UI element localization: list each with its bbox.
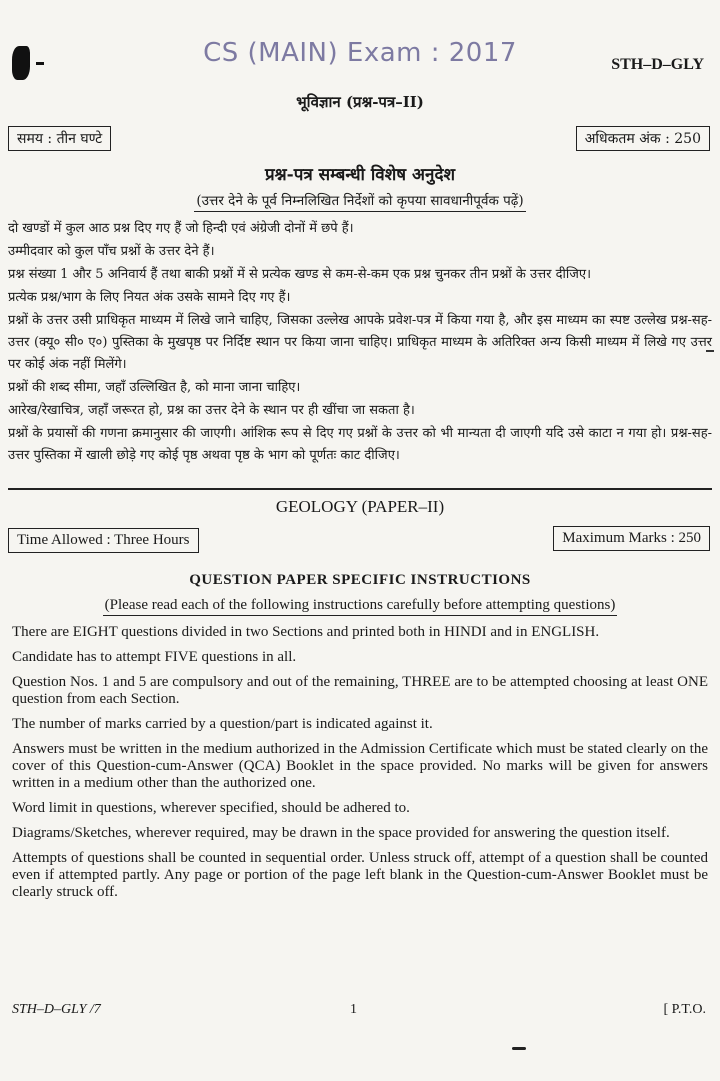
english-instruction-item: There are EIGHT questions divided in two Sections and printed both in HINDI and in ENGLISH. — [12, 624, 600, 640]
hindi-instruction-item: उम्मीदवार को कुल पाँच प्रश्नों के उत्तर देने हैं। — [8, 244, 215, 259]
hindi-instruction-item: प्रत्येक प्रश्न/भाग के लिए नियत अंक उसके सामने दिए गए हैं। — [8, 290, 291, 305]
ink-speck — [512, 1047, 526, 1050]
english-instruction-item: The number of marks carried by a question/part is indicated against it. — [12, 716, 433, 732]
footer-pto: [ P.T.O. — [663, 1002, 706, 1017]
hindi-instruction-item: दो खण्डों में कुल आठ प्रश्न दिए गए हैं जो हिन्दी एवं अंग्रेजी दोनों में छपे हैं। — [8, 221, 354, 236]
hindi-paper-title: भूविज्ञान (प्रश्न-पत्र–II) — [296, 93, 424, 111]
hindi-instruction-item: आरेख/रेखाचित्र, जहाँ जरूरत हो, प्रश्न का उत्तर देने के स्थान पर ही खींचा जा सकता है। — [8, 403, 415, 418]
hindi-marks-box: अधिकतम अंक : 250 — [576, 126, 710, 151]
hindi-instruction-item: प्रश्नों के प्रयासों की गणना क्रमानुसार की जाएगी। आंशिक रूप से दिए गए प्रश्नों के उत्तर को भी मान्यता दी जाएगी यदि उसे काटा न गया हो। प्रश्न-सह-उत्तर पुस्तिका में खाली छोड़े गए कोई पृष्ठ अथवा पृष्ठ के भाग को पूर्णतः काट दीजिए। — [8, 426, 712, 463]
english-instructions-subheading: (Please read each of the following instructions carefully before attempting questions) — [0, 597, 720, 614]
hindi-instructions-subheading: (उत्तर देने के पूर्व निम्नलिखित निर्देशों को कृपया सावधानीपूर्वक पढ़ें) — [0, 191, 720, 209]
hindi-instruction-item: प्रश्नों के उत्तर उसी प्राधिकृत माध्यम में लिखे जाने चाहिए, जिसका उल्लेख आपके प्रवेश-पत्र में किया गया है, और इस माध्यम का स्पष्ट उल्लेख प्रश्न-सह-उत्तर (क्यू० सी० ए०) पुस्तिका के मुखपृष्ठ पर निर्दिष्ट स्थान पर किया जाना चाहिए। प्राधिकृत माध्यम के अतिरिक्त अन्य किसी माध्यम में लिखे गए उत्तर पर कोई अंक नहीं मिलेंगे। — [8, 313, 712, 372]
exam-stamp: CS (MAIN) Exam : 2017 — [203, 38, 517, 68]
english-marks-box: Maximum Marks : 250 — [553, 526, 710, 551]
english-instruction-item: Question Nos. 1 and 5 are compulsory and out of the remaining, THREE are to be attempted choosing at least ONE question from each Section. — [12, 674, 708, 707]
english-instruction-item: Attempts of questions shall be counted in sequential order. Unless struck off, attempt of a question shall be counted even if attempted partly. Any page or portion of the page left blank in the Question-cum-Answer Booklet must be clearly struck off. — [12, 850, 708, 900]
english-instruction-item: Diagrams/Sketches, wherever required, may be drawn in the space provided for answering the question itself. — [12, 825, 670, 841]
margin-tick — [706, 350, 714, 352]
footer-page-number: 1 — [350, 1002, 357, 1017]
english-instruction-item: Candidate has to attempt FIVE questions in all. — [12, 649, 297, 665]
english-instructions-list — [12, 624, 708, 909]
english-instruction-item: Word limit in questions, wherever specified, should be adhered to. — [12, 800, 410, 816]
hindi-time-box: समय : तीन घण्टे — [8, 126, 111, 151]
footer-paper-code: STH–D–GLY /7 — [12, 1002, 101, 1017]
english-instructions-heading: QUESTION PAPER SPECIFIC INSTRUCTIONS — [189, 572, 531, 588]
hindi-instruction-item: प्रश्न संख्या 1 और 5 अनिवार्य हैं तथा बाकी प्रश्नों में से प्रत्येक खण्ड से कम-से-कम एक प्रश्न चुनकर तीन प्रश्नों के उत्तर दीजिए। — [8, 267, 592, 282]
hindi-instructions-list — [8, 218, 712, 468]
hindi-instruction-item: प्रश्नों की शब्द सीमा, जहाँ उल्लिखित है, को माना जाना चाहिए। — [8, 380, 301, 395]
english-instruction-item: Answers must be written in the medium authorized in the Admission Certificate which must be stated clearly on the cover of this Question-cum-Answer (QCA) Booklet in the space provided. No marks will be given for answers written in a medium other than the authorized one. — [12, 741, 708, 791]
hindi-instructions-heading: प्रश्न-पत्र सम्बन्धी विशेष अनुदेश — [264, 165, 456, 185]
english-time-box: Time Allowed : Three Hours — [8, 528, 199, 553]
paper-code: STH–D–GLY — [611, 56, 704, 73]
section-divider — [8, 488, 712, 490]
english-paper-title: GEOLOGY (PAPER–II) — [275, 497, 445, 516]
